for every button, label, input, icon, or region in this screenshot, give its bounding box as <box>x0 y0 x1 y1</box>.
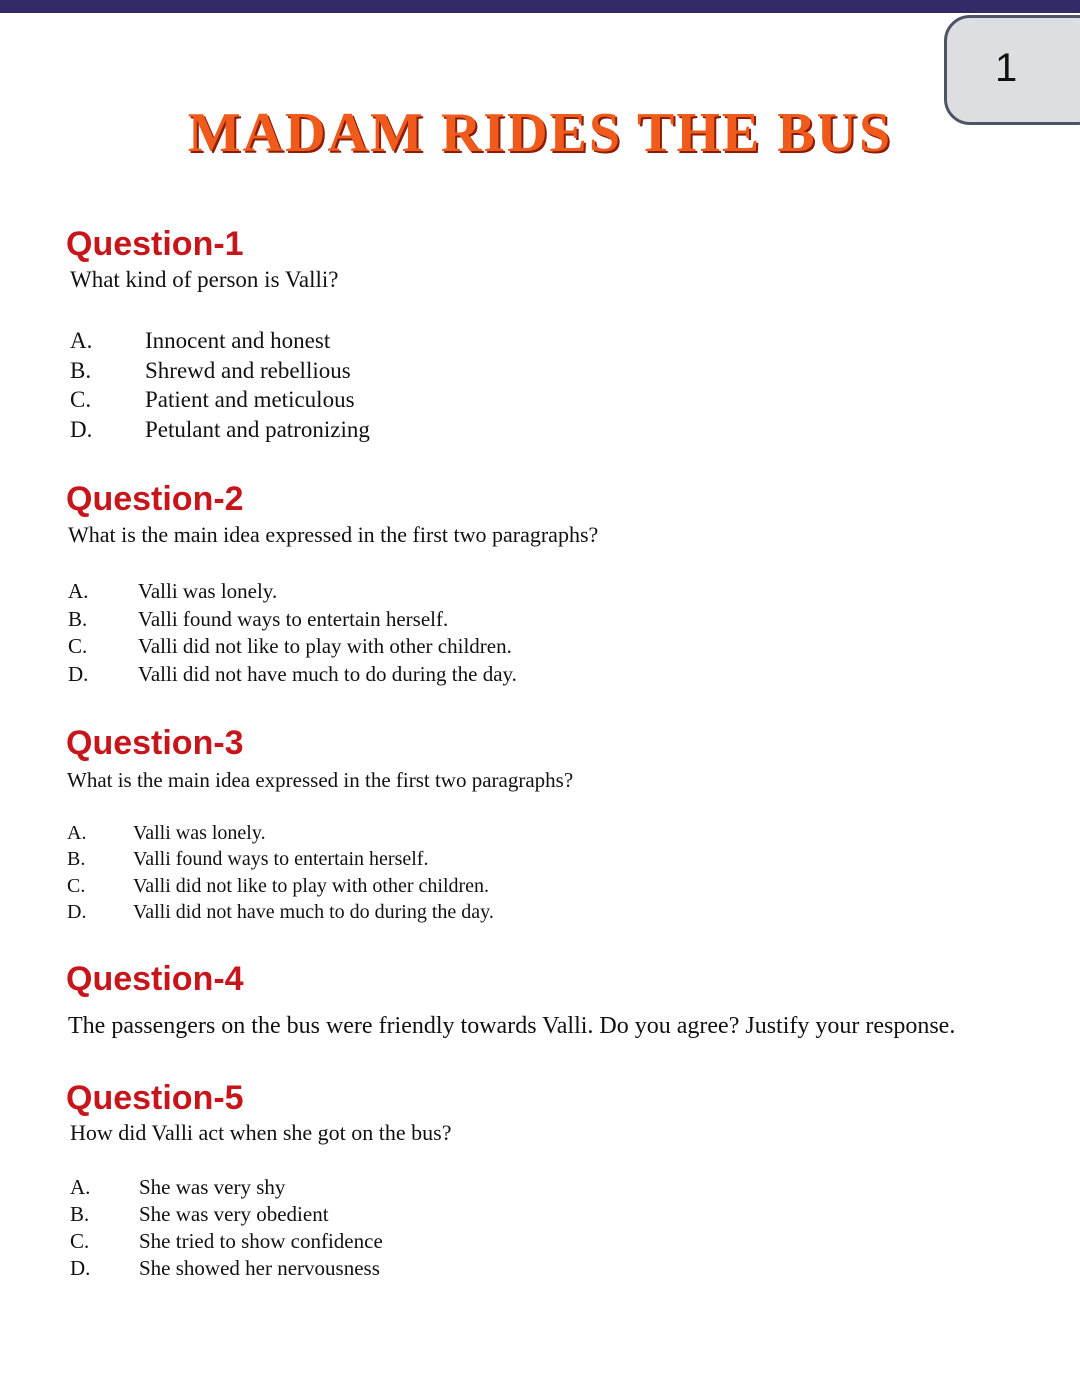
option-letter: D. <box>70 416 93 442</box>
option-text: Shrewd and rebellious <box>145 357 351 383</box>
option-letter: B. <box>70 1202 90 1226</box>
option-letter: A. <box>70 1175 91 1199</box>
option-text: She was very shy <box>139 1175 286 1199</box>
option-letter: A. <box>70 328 93 353</box>
option-text: Valli did not have much to do during the day. <box>133 900 494 923</box>
document-title: MADAM RIDES THE BUS <box>187 102 893 164</box>
option-text: Valli was lonely. <box>133 822 266 844</box>
option-letter: C. <box>70 387 92 412</box>
question-heading: Question-2 <box>66 480 244 518</box>
top-accent-bar <box>0 0 1080 13</box>
option-letter: B. <box>68 606 88 631</box>
option-letter: A. <box>67 822 87 844</box>
question-heading: Question-4 <box>66 960 244 998</box>
option-text: Valli did not like to play with other children. <box>133 874 490 897</box>
option-text: She showed her nervousness <box>139 1256 380 1280</box>
question-text: How did Valli act when she got on the bus? <box>70 1120 452 1145</box>
question-text: What is the main idea expressed in the first two paragraphs? <box>68 522 599 547</box>
option-text: Valli did not like to play with other children. <box>138 634 512 658</box>
question-heading: Question-5 <box>66 1079 244 1117</box>
option-text: Valli found ways to entertain herself. <box>138 606 449 631</box>
option-text: She tried to show confidence <box>139 1229 383 1253</box>
question-text: What is the main idea expressed in the first two paragraphs? <box>67 768 574 792</box>
question-text: What kind of person is Valli? <box>70 267 339 292</box>
option-text: Valli did not have much to do during the day. <box>138 661 517 686</box>
option-letter: B. <box>70 357 92 383</box>
option-text: Valli was lonely. <box>138 579 278 603</box>
option-text: Petulant and patronizing <box>145 416 370 442</box>
question-text: The passengers on the bus were friendly towards Valli. Do you agree? Justify your response. <box>68 1013 956 1039</box>
option-letter: C. <box>68 634 88 658</box>
option-letter: D. <box>70 1256 91 1280</box>
option-text: Patient and meticulous <box>145 387 355 412</box>
page-number: 1 <box>995 46 1018 90</box>
option-text: She was very obedient <box>139 1202 329 1226</box>
option-letter: B. <box>67 848 86 871</box>
option-letter: C. <box>67 874 86 897</box>
question-heading: Question-3 <box>66 724 244 762</box>
option-letter: C. <box>70 1229 90 1253</box>
option-letter: D. <box>67 900 87 923</box>
option-letter: A. <box>68 579 89 603</box>
option-text: Innocent and honest <box>145 328 331 353</box>
option-text: Valli found ways to entertain herself. <box>133 848 429 871</box>
option-letter: D. <box>68 661 89 686</box>
question-heading: Question-1 <box>66 225 244 263</box>
